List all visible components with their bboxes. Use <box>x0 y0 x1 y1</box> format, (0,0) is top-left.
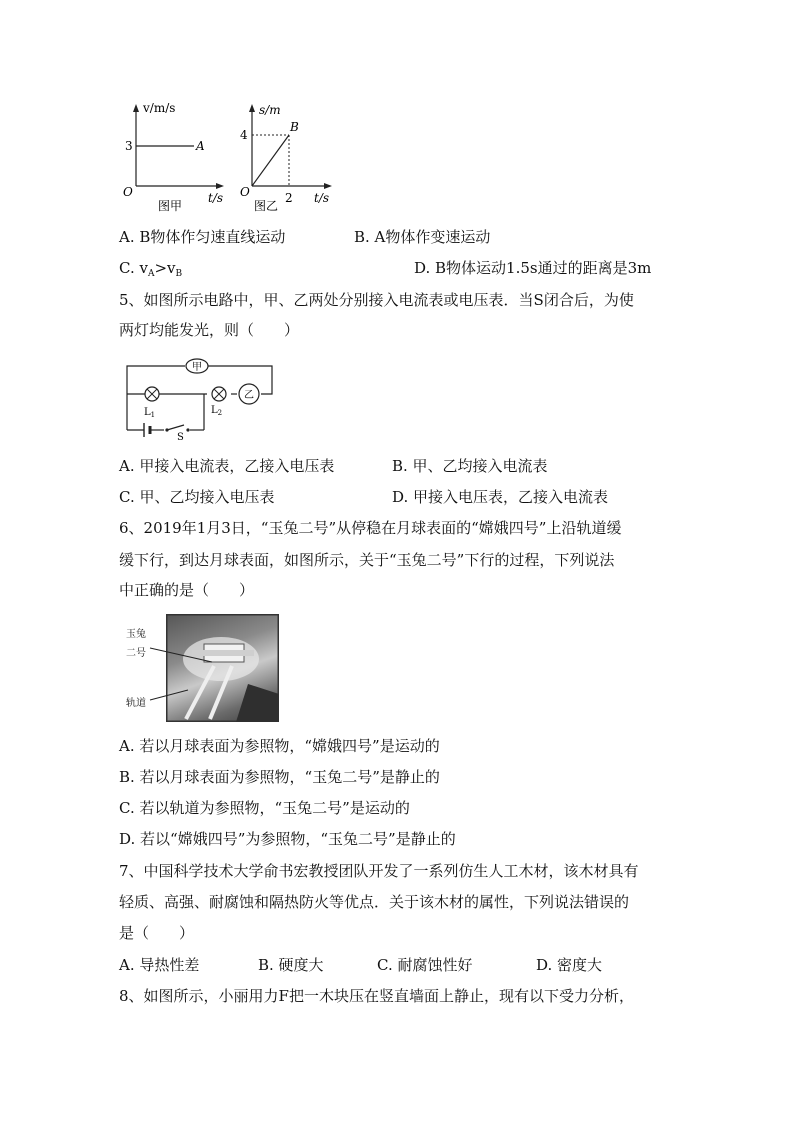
pointer-yutu <box>150 648 212 662</box>
graph-b-point-label: B <box>290 120 299 134</box>
graph-a-y-arrow <box>133 104 139 112</box>
q6-option-c: C. 若以轨道为参照物，“玉兔二号”是运动的 <box>119 799 410 817</box>
photo-pointer-lines <box>148 630 228 710</box>
graph-b-origin: O <box>240 185 250 199</box>
q7-stem-line3: 是（ ） <box>119 924 195 942</box>
q4-option-b: B. A物体作变速运动 <box>354 228 491 246</box>
q6-stem-line3: 中正确的是（ ） <box>119 581 255 599</box>
graph-b-line-b <box>252 135 289 186</box>
graph-b-x-label: t/s <box>314 191 330 205</box>
q5-option-a: A. 甲接入电流表，乙接入电压表 <box>119 457 335 475</box>
lamp-1-label: $L_1$ <box>144 407 156 419</box>
graph-b-x-arrow <box>324 183 332 189</box>
graph-a-y-label: v/m/s <box>143 101 176 115</box>
q7-option-c: C. 耐腐蚀性好 <box>377 956 473 974</box>
q6-stem-line1: 6、2019年1月3日，“玉兔二号”从停稳在月球表面的“嫦娥四号”上沿轨道缓 <box>119 519 622 537</box>
q4-option-a: A. B物体作匀速直线运动 <box>119 228 286 246</box>
graph-a-x-label: t/s <box>208 191 224 205</box>
graph-b-y-label: s/m <box>259 103 281 117</box>
q5-option-b: B. 甲、乙均接入电流表 <box>392 457 548 475</box>
circuit-wire-top <box>127 366 185 381</box>
q6-option-b: B. 若以月球表面为参照物，“玉兔二号”是静止的 <box>119 768 440 786</box>
graph-a-line-label: A <box>196 139 205 153</box>
q4-option-c-sub1: A <box>147 269 155 279</box>
graph-b-y-tick: 4 <box>240 128 248 142</box>
meter-jia-label: 甲 <box>192 362 202 373</box>
q4-option-c <box>119 258 182 284</box>
q7-option-b: B. 硬度大 <box>258 956 324 974</box>
q7-stem-line1: 7、中国科学技术大学俞书宏教授团队开发了一系列仿生人工木材，该木材具有 <box>119 862 639 880</box>
q4-option-d: D. B物体运动1.5s通过的距离是3m <box>414 259 652 277</box>
photo-label-yutu: 玉兔 <box>126 629 146 640</box>
q5-stem-line2: 两灯均能发光，则（ ） <box>119 321 300 339</box>
q4-option-c-gt: >v <box>154 259 176 277</box>
graph-a-caption: 图甲 <box>158 199 183 213</box>
switch-blade <box>167 425 184 430</box>
graph-b <box>232 98 336 216</box>
lander-shadow <box>236 684 279 722</box>
q4-option-c-sub2: B <box>175 269 183 279</box>
q6-option-d: D. 若以“嫦娥四号”为参照物，“玉兔二号”是静止的 <box>119 830 456 848</box>
graph-a <box>118 98 230 216</box>
switch-label: S <box>177 432 184 440</box>
q5-option-c: C. 甲、乙均接入电压表 <box>119 488 275 506</box>
switch-contact-right <box>186 428 189 431</box>
graph-b-caption: 图乙 <box>254 199 279 213</box>
graph-b-x-tick: 2 <box>285 191 293 205</box>
circuit-diagram <box>122 354 282 440</box>
meter-yi-label: 乙 <box>244 390 254 401</box>
graph-a-origin: O <box>123 185 133 199</box>
pointer-track <box>150 690 188 700</box>
q4-option-c-prefix: C. v <box>119 259 148 277</box>
q7-stem-line2: 轻质、高强、耐腐蚀和隔热防火等优点．关于该木材的属性，下列说法错误的 <box>119 893 630 911</box>
graph-a-x-arrow <box>216 183 224 189</box>
photo-label-yutu-2: 二号 <box>126 648 146 659</box>
q7-option-a: A. 导热性差 <box>119 956 200 974</box>
q5-stem-line1: 5、如图所示电路中，甲、乙两处分别接入电流表或电压表．当S闭合后，为使 <box>119 291 634 309</box>
q5-option-d: D. 甲接入电压表，乙接入电流表 <box>392 488 609 506</box>
q7-option-d: D. 密度大 <box>536 956 603 974</box>
graph-b-y-arrow <box>249 104 255 112</box>
q6-stem-line2: 缓下行，到达月球表面，如图所示，关于“玉兔二号”下行的过程，下列说法 <box>119 551 615 569</box>
lamp-2-label: $L_2$ <box>211 405 223 417</box>
q8-stem-line1: 8、如图所示，小丽用力F把一木块压在竖直墙面上静止，现有以下受力分析， <box>119 987 634 1005</box>
q6-option-a: A. 若以月球表面为参照物，“嫦娥四号”是运动的 <box>119 737 440 755</box>
photo-label-track: 轨道 <box>126 698 146 709</box>
graph-a-y-tick: 3 <box>125 139 133 153</box>
